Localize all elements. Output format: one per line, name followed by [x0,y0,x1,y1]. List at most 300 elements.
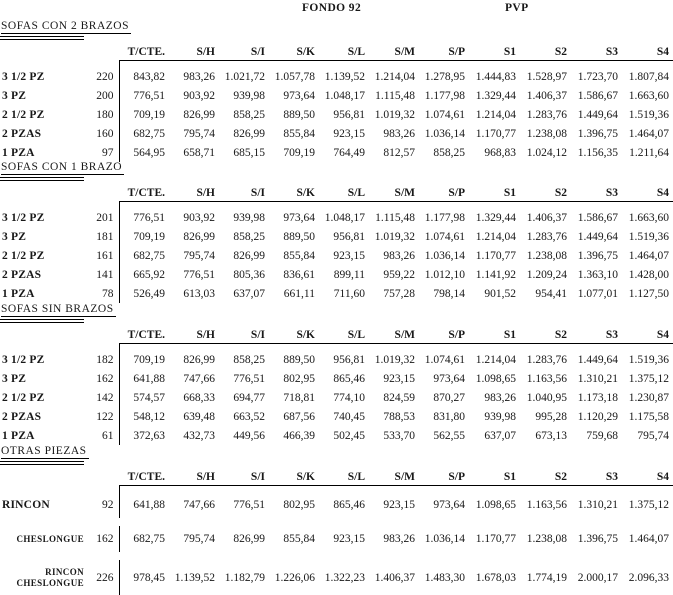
price-cell: 641,88 [119,369,169,388]
row-label: 2 1/2 PZ [2,391,45,404]
price-table [0,466,673,595]
price-cell: 1.283,76 [526,230,567,243]
price-cell: 858,25 [233,230,265,243]
row-label: RINCON [2,499,50,511]
row-size: 226 [96,571,114,584]
price-cell: 1.214,04 [475,230,516,243]
row-label: 3 PZ [2,230,27,243]
column-header: S/L [319,466,369,486]
price-cell: 1.449,64 [577,108,618,121]
price-cell: 2.096,33 [628,571,669,584]
price-cell: 1.163,56 [526,372,567,385]
price-cell: 1.170,77 [475,127,516,140]
row-size: 141 [96,268,114,281]
price-cell: 1.483,30 [424,571,465,584]
price-cell: 826,99 [233,127,265,140]
price-cell: 637,07 [484,429,516,442]
price-cell: 1.230,87 [628,391,669,404]
price-cell: 889,50 [283,108,315,121]
price-cell: 959,22 [383,268,415,281]
price-cell: 836,61 [283,268,315,281]
column-header-row [0,182,673,202]
price-cell: 1.519,36 [628,230,669,243]
price-cell: 1.036,14 [424,533,465,545]
price-cell: 1.139,52 [174,571,215,584]
column-header: S2 [520,466,571,486]
price-cell: 1.173,18 [577,391,618,404]
table-row [0,526,673,552]
column-header: S/P [419,182,469,202]
price-cell: 432,73 [183,429,215,442]
column-header: S/M [369,182,419,202]
table-row [0,246,673,265]
price-cell: 776,51 [233,372,265,385]
row-label: 2 PZAS [2,127,42,140]
size-column-header [88,324,119,344]
label-column-header [0,41,88,61]
price-cell: 870,27 [433,391,465,404]
table-row [0,143,673,162]
table-row [0,105,673,124]
price-cell: 903,92 [183,211,215,224]
row-size: 122 [96,410,114,423]
row-label: 2 PZAS [2,268,42,281]
price-cell: 923,15 [333,249,365,262]
row-size: 161 [96,249,114,262]
column-header: S/K [269,466,319,486]
price-cell: 939,98 [233,89,265,102]
column-header: T/CTE. [119,466,169,486]
price-cell: 923,15 [383,499,415,511]
price-cell: 562,55 [433,429,465,442]
group-header-pvp: PVP [505,2,529,14]
price-cell: 1.396,75 [577,533,618,545]
price-cell: 843,82 [119,67,169,86]
price-cell: 1.807,84 [628,70,669,83]
price-cell: 855,84 [283,533,315,545]
price-cell: 776,51 [119,208,169,227]
price-cell: 1.036,14 [424,249,465,262]
table-row [0,560,673,595]
price-cell: 865,46 [333,499,365,511]
table-row [0,426,673,445]
column-header: S/P [419,466,469,486]
column-header: S1 [469,324,520,344]
row-size: 142 [96,391,114,404]
price-cell: 682,75 [119,526,169,552]
section-title: SOFAS CON 2 BRAZOS [1,20,129,32]
price-cell: 449,56 [233,429,265,442]
price-cell: 372,63 [119,426,169,445]
price-cell: 1.127,50 [628,287,669,300]
price-cell: 613,03 [183,287,215,300]
price-cell: 983,26 [383,249,415,262]
group-header-fondo: FONDO 92 [302,2,362,14]
size-column-header [88,182,119,202]
price-cell: 1.115,48 [375,211,415,224]
price-cell: 759,68 [586,429,618,442]
price-cell: 1.375,12 [628,499,669,511]
price-cell: 740,45 [333,410,365,423]
price-cell: 973,64 [433,499,465,511]
price-cell: 548,12 [119,407,169,426]
column-header: S/L [319,324,369,344]
price-cell: 709,19 [283,146,315,159]
spacer-cell [119,518,673,526]
price-cell: 923,15 [333,127,365,140]
price-cell: 1.238,08 [526,533,567,545]
price-cell: 709,19 [119,350,169,369]
price-cell: 641,88 [119,492,169,518]
price-cell: 1.723,70 [577,70,618,83]
price-cell: 1.182,79 [224,571,265,584]
price-cell: 1.170,77 [475,249,516,262]
price-cell: 711,60 [333,287,365,300]
row-size: 97 [102,146,114,159]
label-column-header [0,324,88,344]
price-cell: 858,25 [433,146,465,159]
row-label: 3 1/2 PZ [2,211,45,224]
size-column-header [88,466,119,486]
price-cell: 1.586,67 [577,211,618,224]
price-cell: 1.464,07 [628,533,669,545]
table-row [0,492,673,518]
price-cell: 973,64 [283,211,315,224]
section-title-wrap [0,161,673,175]
section-title-wrap [0,303,673,317]
section-sofas-con-1-brazo [0,161,673,303]
column-header: S3 [571,324,622,344]
price-cell: 637,07 [233,287,265,300]
price-cell: 2.000,17 [577,571,618,584]
column-header: S3 [571,182,622,202]
price-cell: 685,15 [233,146,265,159]
price-cell: 939,98 [484,410,516,423]
row-label: 2 1/2 PZ [2,249,45,262]
section-title: OTRAS PIEZAS [1,445,87,457]
row-size: 61 [102,429,114,442]
price-cell: 668,33 [183,391,215,404]
price-cell: 795,74 [183,127,215,140]
section-sofas-con-2-brazos [0,20,673,162]
column-header: T/CTE. [119,324,169,344]
label-column-header [0,182,88,202]
price-cell: 802,95 [283,372,315,385]
price-cell: 1.048,17 [324,89,365,102]
column-header: S/K [269,182,319,202]
column-header: S/M [369,466,419,486]
price-cell: 1.012,10 [424,268,465,281]
price-table [0,182,673,303]
price-cell: 764,49 [333,146,365,159]
column-header: S2 [520,182,571,202]
price-cell: 1.175,58 [628,410,669,423]
column-header: S/P [419,324,469,344]
spacer-row [0,552,673,560]
price-cell: 1.586,67 [577,89,618,102]
price-cell: 1.238,08 [526,127,567,140]
row-label: 2 PZAS [2,410,42,423]
price-cell: 855,84 [283,127,315,140]
row-size: 181 [96,230,114,243]
price-cell: 1.163,56 [526,499,567,511]
price-cell: 1.141,92 [475,268,516,281]
table-row [0,265,673,284]
table-row [0,369,673,388]
row-size: 182 [96,353,114,366]
column-header: S4 [622,324,673,344]
price-cell: 533,70 [383,429,415,442]
price-cell: 1.238,08 [526,249,567,262]
section-title: SOFAS CON 1 BRAZO [1,161,123,173]
column-header: S2 [520,324,571,344]
column-header-row [0,324,673,344]
spacer-row [0,518,673,526]
price-cell: 798,14 [433,287,465,300]
price-cell: 1.040,95 [526,391,567,404]
price-cell: 923,15 [383,372,415,385]
column-header: S/M [369,41,419,61]
price-cell: 795,74 [183,533,215,545]
price-cell: 1.283,76 [526,353,567,366]
column-header: T/CTE. [119,41,169,61]
price-cell: 757,28 [383,287,415,300]
section-title-wrap [0,445,673,459]
price-cell: 795,74 [183,249,215,262]
column-header: S/L [319,182,369,202]
price-cell: 1.074,61 [424,230,465,243]
price-cell: 1.310,21 [577,499,618,511]
price-cell: 826,99 [233,533,265,545]
price-cell: 1.663,60 [628,211,669,224]
column-header: S/H [169,466,219,486]
spacer-cell [0,552,119,560]
price-cell: 682,75 [119,246,169,265]
price-cell: 826,99 [183,230,215,243]
price-cell: 1.120,29 [577,410,618,423]
price-cell: 1.406,37 [526,211,567,224]
column-header: S4 [622,466,673,486]
price-cell: 826,99 [183,353,215,366]
price-cell: 858,25 [233,108,265,121]
table-row [0,388,673,407]
column-header: S/I [219,41,269,61]
table-row [0,208,673,227]
price-cell: 1.214,04 [374,70,415,83]
price-cell: 661,11 [283,287,315,300]
table-row [0,86,673,105]
row-size: 78 [102,287,114,300]
price-cell: 1.375,12 [628,372,669,385]
double-rule [0,36,84,40]
price-cell: 1.444,83 [475,70,516,83]
price-cell: 502,45 [333,429,365,442]
column-header: S/K [269,41,319,61]
price-cell: 1.283,76 [526,108,567,121]
price-cell: 1.278,95 [424,70,465,83]
price-cell: 687,56 [283,410,315,423]
spacer-cell [119,552,673,560]
price-cell: 805,36 [233,268,265,281]
row-label: 1 PZA [2,146,35,159]
price-cell: 747,66 [183,499,215,511]
row-label: 3 1/2 PZ [2,70,45,83]
price-cell: 826,99 [183,108,215,121]
price-cell: 1.449,64 [577,230,618,243]
price-cell: 903,92 [183,89,215,102]
price-cell: 1.214,04 [475,108,516,121]
price-cell: 983,26 [484,391,516,404]
price-cell: 1.019,32 [374,230,415,243]
price-cell: 1.406,37 [374,571,415,584]
price-cell: 899,11 [333,268,365,281]
price-cell: 1.156,35 [577,146,618,159]
price-cell: 776,51 [183,268,215,281]
price-cell: 1.019,32 [374,353,415,366]
row-label: 3 PZ [2,372,27,385]
column-header: S1 [469,466,520,486]
column-header: S/H [169,41,219,61]
column-header: S/K [269,324,319,344]
column-header: S/L [319,41,369,61]
row-size: 160 [96,127,114,140]
column-header-row [0,41,673,61]
price-cell: 1.036,14 [424,127,465,140]
price-cell: 1.074,61 [424,353,465,366]
row-size: 92 [102,499,114,511]
price-cell: 682,75 [119,124,169,143]
price-cell: 776,51 [119,86,169,105]
price-cell: 1.019,32 [374,108,415,121]
column-header-row [0,466,673,486]
price-cell: 858,25 [233,353,265,366]
size-column-header [88,41,119,61]
column-header: S/H [169,182,219,202]
row-label: 1 PZA [2,287,35,300]
price-cell: 826,99 [233,249,265,262]
price-cell: 1.214,04 [475,353,516,366]
price-cell: 673,13 [535,429,567,442]
price-cell: 901,52 [484,287,516,300]
price-cell: 1.519,36 [628,353,669,366]
section-title-wrap [0,20,673,34]
price-cell: 466,39 [283,429,315,442]
price-cell: 1.464,07 [628,249,669,262]
price-cell: 824,59 [383,391,415,404]
price-cell: 1.021,72 [224,70,265,83]
price-cell: 1.211,64 [629,146,669,159]
column-header: S/I [219,324,269,344]
price-cell: 709,19 [119,227,169,246]
price-cell: 1.396,75 [577,127,618,140]
row-label: 3 1/2 PZ [2,353,45,366]
price-cell: 1.074,61 [424,108,465,121]
price-cell: 956,81 [333,353,365,366]
price-cell: 956,81 [333,230,365,243]
row-size: 180 [96,108,114,121]
double-rule [0,177,84,181]
price-cell: 983,26 [383,533,415,545]
column-header: S3 [571,41,622,61]
table-row [0,67,673,86]
price-cell: 802,95 [283,499,315,511]
price-cell: 1.098,65 [475,499,516,511]
row-size: 200 [96,89,114,102]
price-cell: 939,98 [233,211,265,224]
price-table [0,41,673,162]
price-cell: 973,64 [433,372,465,385]
price-cell: 788,53 [383,410,415,423]
price-cell: 1.464,07 [628,127,669,140]
price-cell: 973,64 [283,89,315,102]
section-otras-piezas [0,445,673,595]
double-rule [0,319,84,323]
price-cell: 1.519,36 [628,108,669,121]
column-header: S2 [520,41,571,61]
column-header: S/P [419,41,469,61]
column-header: T/CTE. [119,182,169,202]
price-cell: 889,50 [283,353,315,366]
price-cell: 1.774,19 [526,571,567,584]
table-row [0,350,673,369]
price-cell: 855,84 [283,249,315,262]
price-cell: 1.177,98 [424,89,465,102]
table-row [0,124,673,143]
price-cell: 1.663,60 [628,89,669,102]
price-cell: 1.024,12 [526,146,567,159]
price-table [0,324,673,445]
price-cell: 1.406,37 [526,89,567,102]
row-label: 3 PZ [2,89,27,102]
column-header: S/I [219,466,269,486]
section-title: SOFAS SIN BRAZOS [1,303,114,315]
spacer-cell [0,518,119,526]
price-cell: 709,19 [119,105,169,124]
price-cell: 774,10 [333,391,365,404]
price-cell: 665,92 [119,265,169,284]
column-header: S/H [169,324,219,344]
price-cell: 1.396,75 [577,249,618,262]
price-cell: 1.048,17 [324,211,365,224]
price-cell: 1.139,52 [324,70,365,83]
price-cell: 1.170,77 [475,533,516,545]
price-cell: 795,74 [637,429,669,442]
row-size: 162 [96,372,114,385]
double-rule [0,461,84,465]
price-cell: 1.115,48 [375,89,415,102]
price-cell: 1.329,44 [475,211,516,224]
price-cell: 747,66 [183,372,215,385]
row-size: 201 [96,211,114,224]
price-cell: 968,83 [484,146,516,159]
price-cell: 923,15 [333,533,365,545]
row-label: RINCON CHESLONGUE [16,566,84,588]
price-cell: 1.077,01 [577,287,618,300]
price-cell: 1.428,00 [628,268,669,281]
price-cell: 983,26 [183,70,215,83]
price-cell: 694,77 [233,391,265,404]
column-header: S/M [369,324,419,344]
price-cell: 954,41 [535,287,567,300]
row-label: 1 PZA [2,429,35,442]
table-row [0,227,673,246]
price-cell: 812,57 [383,146,415,159]
price-cell: 1.209,24 [526,268,567,281]
price-cell: 564,95 [119,143,169,162]
price-cell: 983,26 [383,127,415,140]
price-cell: 639,48 [183,410,215,423]
price-cell: 1.098,65 [475,372,516,385]
